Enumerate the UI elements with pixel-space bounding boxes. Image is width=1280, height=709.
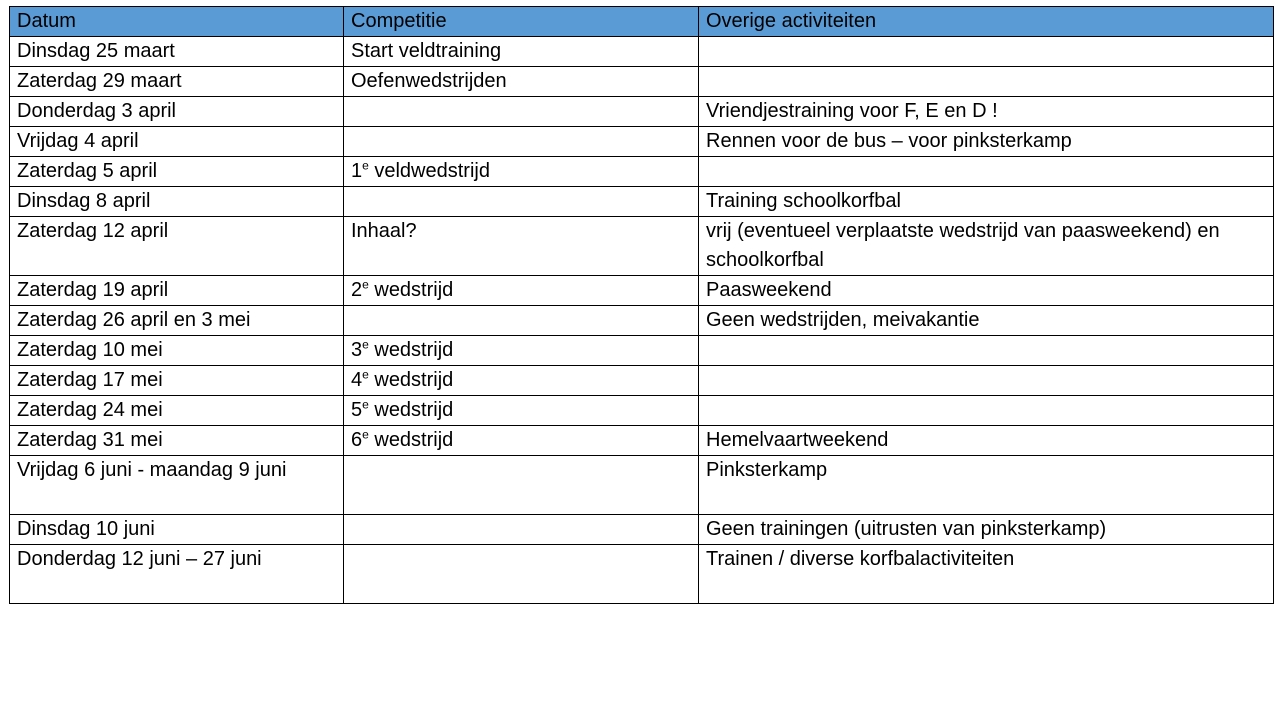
comp-ordinal: e <box>362 397 369 412</box>
date-text: Zaterdag 31 mei <box>17 429 163 451</box>
table-row <box>10 306 1274 336</box>
comp-number: 4 <box>351 369 363 391</box>
table-row <box>10 426 1274 456</box>
comp-number: 5 <box>351 399 363 421</box>
cell-other <box>699 276 1274 306</box>
cell-date <box>10 396 344 426</box>
table-row <box>10 127 1274 157</box>
table-row <box>10 396 1274 426</box>
cell-competition <box>344 336 699 366</box>
other-text: Hemelvaartweekend <box>706 429 889 451</box>
comp-text: wedstrijd <box>368 369 454 391</box>
cell-date <box>10 187 344 217</box>
cell-competition <box>344 366 699 396</box>
other-text: Pinksterkamp <box>706 459 828 481</box>
cell-other <box>699 396 1274 426</box>
cell-other <box>699 217 1274 276</box>
table-row <box>10 67 1274 97</box>
other-text: Paasweekend <box>706 279 832 301</box>
comp-ordinal: e <box>362 158 369 173</box>
header-competitie: Competitie <box>344 7 699 37</box>
other-text: vrij (eventueel verplaatste wedstrijd van paasweekend) en schoolkorfbal <box>706 220 1220 271</box>
other-text: Vriendjestraining voor F, E en D ! <box>706 100 998 122</box>
table-row <box>10 157 1274 187</box>
cell-competition <box>344 306 699 336</box>
cell-competition <box>344 97 699 127</box>
date-text: Donderdag 3 april <box>17 100 176 122</box>
comp-text: Oefenwedstrijden <box>351 70 507 92</box>
other-text: Trainen / diverse korfbalactiviteiten <box>706 548 1015 570</box>
date-text: Dinsdag 25 maart <box>17 40 175 62</box>
date-text: Vrijdag 4 april <box>17 130 139 152</box>
cell-other <box>699 545 1274 604</box>
date-text: Zaterdag 5 april <box>17 160 158 182</box>
comp-ordinal: e <box>362 367 369 382</box>
cell-competition <box>344 545 699 604</box>
other-text: Geen trainingen (uitrusten van pinksterkamp) <box>706 518 1107 540</box>
header-row <box>10 7 1274 37</box>
cell-competition <box>344 396 699 426</box>
cell-other <box>699 187 1274 217</box>
comp-ordinal: e <box>362 277 369 292</box>
cell-competition <box>344 456 699 515</box>
cell-other <box>699 515 1274 545</box>
date-text: Zaterdag 24 mei <box>17 399 163 421</box>
comp-ordinal: e <box>362 337 369 352</box>
cell-competition <box>344 217 699 276</box>
comp-number: 2 <box>351 279 363 301</box>
cell-date <box>10 366 344 396</box>
cell-date <box>10 456 344 515</box>
date-text: Zaterdag 12 april <box>17 220 169 242</box>
cell-other <box>699 336 1274 366</box>
table-row <box>10 336 1274 366</box>
date-text: Zaterdag 10 mei <box>17 339 163 361</box>
date-text: Zaterdag 26 april en 3 mei <box>17 309 251 331</box>
header-datum: Datum <box>10 7 344 37</box>
table-row <box>10 187 1274 217</box>
date-text: Zaterdag 17 mei <box>17 369 163 391</box>
comp-text: wedstrijd <box>368 279 454 301</box>
cell-competition <box>344 187 699 217</box>
table-row <box>10 97 1274 127</box>
cell-competition <box>344 276 699 306</box>
cell-date <box>10 127 344 157</box>
comp-text: wedstrijd <box>368 399 454 421</box>
cell-competition <box>344 127 699 157</box>
table-row <box>10 545 1274 604</box>
cell-other <box>699 97 1274 127</box>
comp-number: 1 <box>351 160 363 182</box>
cell-other <box>699 366 1274 396</box>
date-text: Dinsdag 8 april <box>17 190 151 212</box>
schedule-table <box>9 6 1274 604</box>
cell-date <box>10 515 344 545</box>
cell-competition <box>344 426 699 456</box>
cell-date <box>10 306 344 336</box>
comp-text: Inhaal? <box>351 220 417 242</box>
date-text: Zaterdag 19 april <box>17 279 169 301</box>
table-row <box>10 456 1274 515</box>
cell-competition <box>344 67 699 97</box>
comp-number: 3 <box>351 339 363 361</box>
cell-other <box>699 127 1274 157</box>
cell-date <box>10 37 344 67</box>
cell-other <box>699 37 1274 67</box>
date-text: Zaterdag 29 maart <box>17 70 182 92</box>
cell-other <box>699 306 1274 336</box>
comp-ordinal: e <box>362 427 369 442</box>
table-row <box>10 276 1274 306</box>
cell-other <box>699 426 1274 456</box>
cell-other <box>699 67 1274 97</box>
cell-date <box>10 426 344 456</box>
other-text: Geen wedstrijden, meivakantie <box>706 309 980 331</box>
cell-other <box>699 456 1274 515</box>
table-row <box>10 366 1274 396</box>
cell-competition <box>344 157 699 187</box>
comp-text: wedstrijd <box>368 429 454 451</box>
comp-text: Start veldtraining <box>351 40 502 62</box>
cell-other <box>699 157 1274 187</box>
cell-competition <box>344 515 699 545</box>
cell-date <box>10 67 344 97</box>
header-overige-activiteiten: Overige activiteiten <box>699 7 1274 37</box>
table-row <box>10 515 1274 545</box>
cell-date <box>10 97 344 127</box>
date-text: Vrijdag 6 juni - maandag 9 juni <box>17 459 287 481</box>
cell-date <box>10 276 344 306</box>
other-text: Training schoolkorfbal <box>706 190 901 212</box>
cell-date <box>10 217 344 276</box>
table-row <box>10 217 1274 276</box>
other-text: Rennen voor de bus – voor pinksterkamp <box>706 130 1072 152</box>
table-row <box>10 37 1274 67</box>
cell-competition <box>344 37 699 67</box>
comp-text: wedstrijd <box>368 339 454 361</box>
comp-text: veldwedstrijd <box>368 160 490 182</box>
cell-date <box>10 545 344 604</box>
date-text: Donderdag 12 juni – 27 juni <box>17 548 262 570</box>
comp-number: 6 <box>351 429 363 451</box>
cell-date <box>10 157 344 187</box>
date-text: Dinsdag 10 juni <box>17 518 155 540</box>
cell-date <box>10 336 344 366</box>
